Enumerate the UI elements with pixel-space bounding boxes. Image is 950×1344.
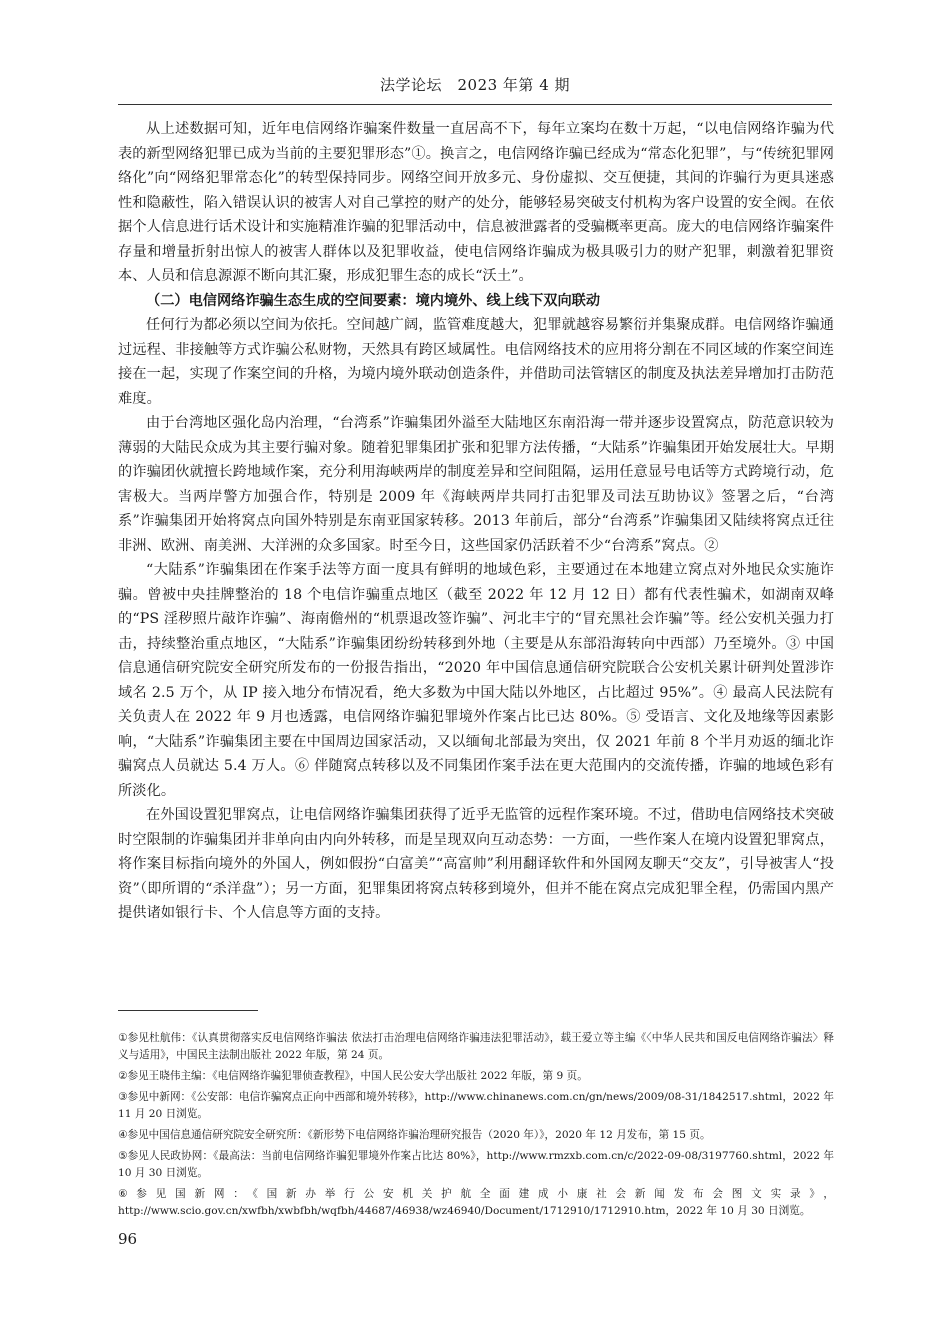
footnote-text: 参见国新网：《国新办举行公安机关护航全面建成小康社会新闻发布会图文实录》，http://www.scio.gov.cn/xwfbh/xwbfbh/wqfbh/44687/46938/wz46940/Document/1712910/1712910.htm，2022 年 10 月 30 日浏览。	[118, 1188, 835, 1217]
footnote-divider	[118, 1010, 258, 1011]
footnotes	[118, 1030, 834, 1224]
paragraph-5: 在外国设置犯罪窝点，让电信网络诈骗集团获得了近乎无监管的远程作案环境。不过，借助电信网络技术突破时空限制的诈骗集团并非单向由内向外转移，而是呈现双向互动态势：一方面，一些作案人在境内设置犯罪窝点，将作案目标指向境外的外国人，例如假扮“白富美”“高富帅”利用翻译软件和外国网友聊天“交友”，引导被害人“投资”（即所谓的“杀洋盘”）；另一方面，犯罪集团将窝点转移到境外，但并不能在窝点完成犯罪全程，仍需国内黑产提供诸如银行卡、个人信息等方面的支持。	[118, 807, 834, 921]
footnote-mark: ④	[118, 1129, 128, 1141]
footnote-text: 参见人民政协网：《最高法：当前电信网络诈骗犯罪境外作案占比达 80%》，http://www.rmzxb.com.cn/c/2022-09-08/3197760.shtml，2022 年 10 月 30 日浏览。	[118, 1150, 834, 1179]
page-number: 96	[118, 1230, 138, 1248]
footnote-1	[118, 1030, 834, 1064]
footnote-5	[118, 1148, 834, 1182]
footnote-4	[118, 1127, 834, 1144]
footnote-mark: ②	[118, 1070, 128, 1082]
footnote-text: 参见王晓伟主编：《电信网络诈骗犯罪侦查教程》，中国人民公安大学出版社 2022 年版，第 9 页。	[127, 1070, 588, 1082]
footnote-3	[118, 1089, 834, 1123]
footnote-2	[118, 1068, 834, 1085]
paragraph-1: 从上述数据可知，近年电信网络诈骗案件数量一直居高不下，每年立案均在数十万起，“以电信网络诈骗为代表的新型网络犯罪已成为当前的主要犯罪形态”①。换言之，电信网络诈骗已经成为“常态化犯罪”，与“传统犯罪网络化”向“网络犯罪常态化”的转型保持同步。网络空间开放多元、身份虚拟、交互便捷，其间的诈骗行为更具迷惑性和隐蔽性，陷入错误认识的被害人对自己掌控的财产的处分，能够轻易突破支付机构为客户设置的安全阀。在依据个人信息进行话术设计和实施精准诈骗的犯罪活动中，信息被泄露者的受骗概率更高。庞大的电信网络诈骗案件存量和增量折射出惊人的被害人群体以及犯罪收益，使电信网络诈骗成为极具吸引力的财产犯罪，刺激着犯罪资本、人员和信息源源不断向其汇聚，形成犯罪生态的成长“沃土”。	[118, 121, 834, 284]
main-text	[118, 117, 834, 926]
section-heading: （二）电信网络诈骗生态生成的空间要素：境内境外、线上线下双向联动	[146, 292, 601, 309]
running-header: 法学论坛 2023 年第 4 期	[379, 76, 571, 94]
paragraph-2: 任何行为都必须以空间为依托。空间越广阔，监管难度越大，犯罪就越容易繁衍并集聚成群。电信网络诈骗通过远程、非接触等方式诈骗公私财物，天然具有跨区域属性。电信网络技术的应用将分割在不同区域的作案空间连接在一起，实现了作案空间的升格，为境内境外联动创造条件，并借助司法管辖区的制度及执法差异增加打击防范难度。	[118, 317, 834, 407]
footnote-mark: ⑤	[118, 1150, 128, 1162]
footnote-text: 参见中国信息通信研究院安全研究所：《新形势下电信网络诈骗治理研究报告（2020 年）》，2020 年 12 月发布，第 15 页。	[127, 1129, 711, 1141]
footnote-6	[118, 1186, 834, 1220]
footnote-mark: ⑥	[118, 1188, 137, 1200]
paragraph-4: “大陆系”诈骗集团在作案手法等方面一度具有鲜明的地域色彩，主要通过在本地建立窝点对外地民众实施诈骗。曾被中央挂牌整治的 18 个电信诈骗重点地区（截至 2022 年 12 月 12 日）都有代表性骗术，如湖南双峰的“PS 淫秽照片敲诈诈骗”、海南儋州的“机票退改签诈骗”、河北丰宁的“冒充黑社会诈骗”等。经公安机关强力打击，持续整治重点地区，“大陆系”诈骗集团纷纷转移到外地（主要是从东部沿海转向中西部）乃至境外。③ 中国信息通信研究院安全研究所发布的一份报告指出，“2020 年中国信息通信研究院联合公安机关累计研判处置涉诈域名 2.5 万个，从 IP 接入地分布情况看，绝大多数为中国大陆以外地区，占比超过 95%”。④ 最高人民法院有关负责人在 2022 年 9 月也透露，电信网络诈骗犯罪境外作案占比已达 80%。⑤ 受语言、文化及地缘等因素影响，“大陆系”诈骗集团主要在中国周边国家活动，又以缅甸北部最为突出，仅 2021 年前 8 个半月劝返的缅北诈骗窝点人员就达 5.4 万人。⑥ 伴随窝点转移以及不同集团作案手法在更大范围内的交流传播，诈骗的地域色彩有所淡化。	[118, 562, 834, 799]
footnote-text: 参见杜航伟：《认真贯彻落实反电信网络诈骗法 依法打击治理电信网络诈骗违法犯罪活动》，载王爱立等主编《〈中华人民共和国反电信网络诈骗法〉释义与适用》，中国民主法制出版社 2022 年版，第 24 页。	[118, 1032, 834, 1061]
footnote-mark: ③	[118, 1091, 128, 1103]
paragraph-3: 由于台湾地区强化岛内治理，“台湾系”诈骗集团外溢至大陆地区东南沿海一带并逐步设置窝点，防范意识较为薄弱的大陆民众成为其主要行骗对象。随着犯罪集团扩张和犯罪方法传播，“大陆系”诈骗集团开始发展壮大。早期的诈骗团伙就擅长跨地域作案，充分利用海峡两岸的制度差异和空间阻隔，运用任意显号电话等方式跨境行动，危害极大。当两岸警方加强合作，特别是 2009 年《海峡两岸共同打击犯罪及司法互助协议》签署之后，“台湾系”诈骗集团开始将窝点向国外特别是东南亚国家转移。2013 年前后，部分“台湾系”诈骗集团又陆续将窝点迁往非洲、欧洲、南美洲、大洋洲的众多国家。时至今日，这些国家仍活跃着不少“台湾系”窝点。②	[118, 415, 834, 554]
header-divider	[118, 104, 832, 105]
footnote-mark: ①	[118, 1032, 128, 1044]
footnote-text: 参见中新网：《公安部：电信诈骗窝点正向中西部和境外转移》，http://www.chinanews.com.cn/gn/news/2009/08-31/1842517.shtml，2022 年 11 月 20 日浏览。	[118, 1091, 834, 1120]
